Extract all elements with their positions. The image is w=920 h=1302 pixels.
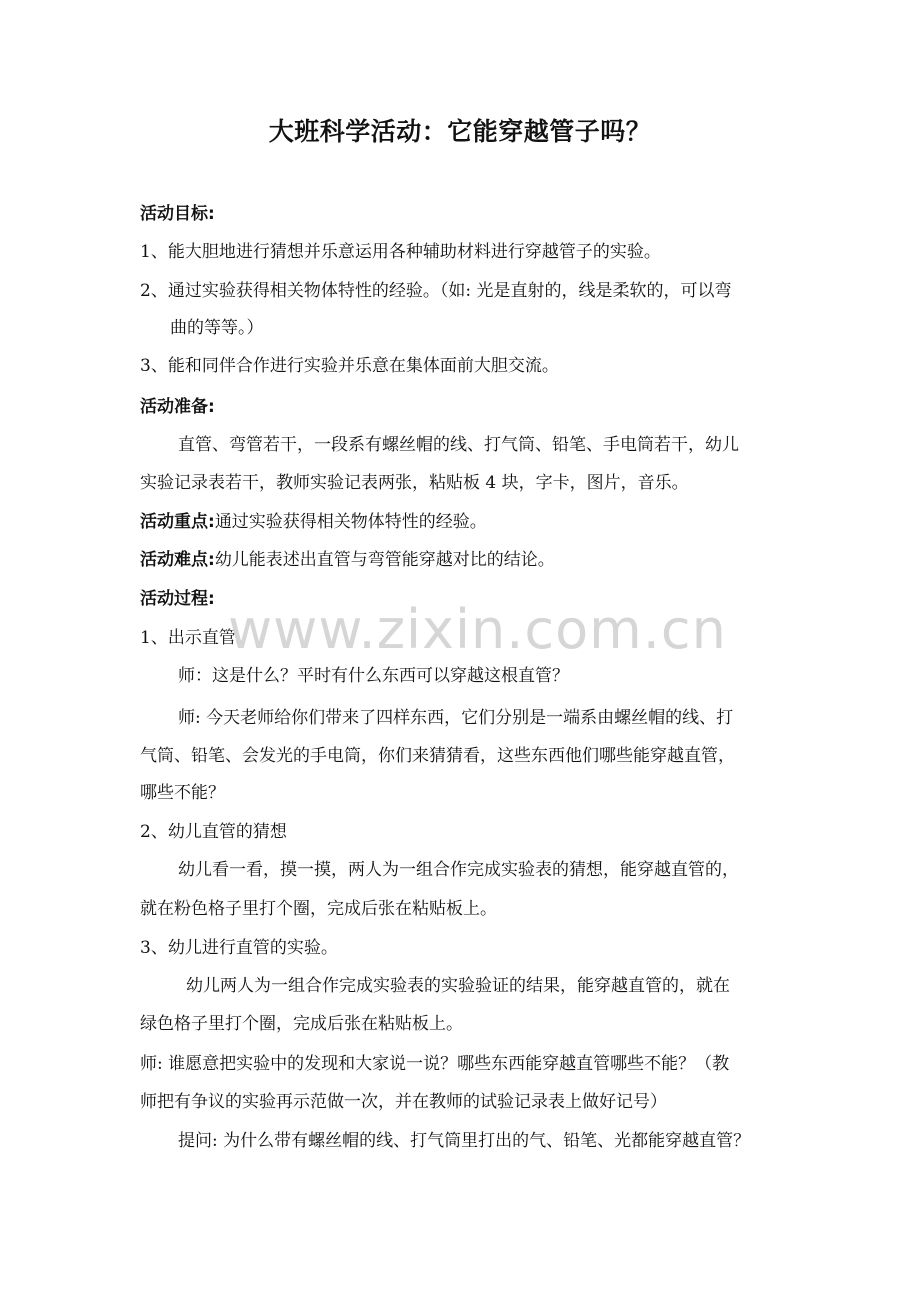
process-step-1-para-2-line-3: 哪些不能？ [140,783,225,803]
difficulty-row [140,548,785,572]
process-step-3-para-1-line-2: 绿色格子里打个圈，完成后张在粘贴板上。 [140,1014,463,1034]
goal-item-3: 3、能和同伴合作进行实验并乐意在集体面前大胆交流。 [140,356,559,376]
prep-line-2: 实验记录表若干，教师实验记表两张，粘贴板 4 块，字卡，图片，音乐。 [140,473,689,493]
process-step-3: 3、幼儿进行直管的实验。 [140,938,338,958]
process-heading: 活动过程: [140,589,215,609]
process-step-3-para-2: 师: 谁愿意把实验中的发现和大家说一说？哪些东西能穿越直管哪些不能？（教 [140,1054,730,1074]
goals-heading: 活动目标: [140,204,215,224]
process-step-1-para-2-line-2: 气筒、铅笔、会发光的手电筒，你们来猜猜看，这些东西他们哪些能穿越直管， [140,746,735,766]
focus-text: 通过实验获得相关物体特性的经验。 [214,512,487,532]
difficulty-label: 活动难点: [140,550,215,570]
goal-item-1: 1、能大胆地进行猜想并乐意运用各种辅助材料进行穿越管子的实验。 [140,242,661,262]
process-step-3-para-2-line-2: 师把有争议的实验再示范做一次，并在教师的试验记录表上做好记号） [140,1092,667,1112]
goal-item-2-continued: 曲的等等。） [170,318,264,338]
prep-line-1: 直管、弯管若干，一段系有螺丝帽的线、打气筒、铅笔、手电筒若干，幼儿 [178,435,739,455]
process-step-3-para-3: 提问: 为什么带有螺丝帽的线、打气筒里打出的气、铅笔、光都能穿越直管？ [178,1131,751,1151]
process-step-2-para-1: 幼儿看一看，摸一摸，两人为一组合作完成实验表的猜想，能穿越直管的， [178,860,739,880]
focus-label: 活动重点: [140,512,215,532]
process-step-1-para-1: 师：这是什么？平时有什么东西可以穿越这根直管？ [178,666,569,686]
watermark-text: www.zixin.com.cn [228,598,727,661]
goal-item-2: 2、通过实验获得相关物体特性的经验。（如: 光是直射的，线是柔软的，可以弯 [140,281,732,301]
focus-row [140,510,785,534]
process-step-1-para-2: 师: 今天老师给你们带来了四样东西，它们分别是一端系由螺丝帽的线、打 [178,708,734,728]
page-title: 大班科学活动：它能穿越管子吗？ [268,117,652,146]
difficulty-text: 幼儿能表述出直管与弯管能穿越对比的结论。 [214,550,555,570]
prep-heading: 活动准备: [140,397,215,417]
process-step-3-para-1: 幼儿两人为一组合作完成实验表的实验验证的结果，能穿越直管的，就在 [186,976,730,996]
process-step-2-para-1-line-2: 就在粉色格子里打个圈，完成后张在粘贴板上。 [140,899,497,919]
process-step-2: 2、幼儿直管的猜想 [140,822,287,842]
process-step-1: 1、出示直管。 [140,628,253,648]
